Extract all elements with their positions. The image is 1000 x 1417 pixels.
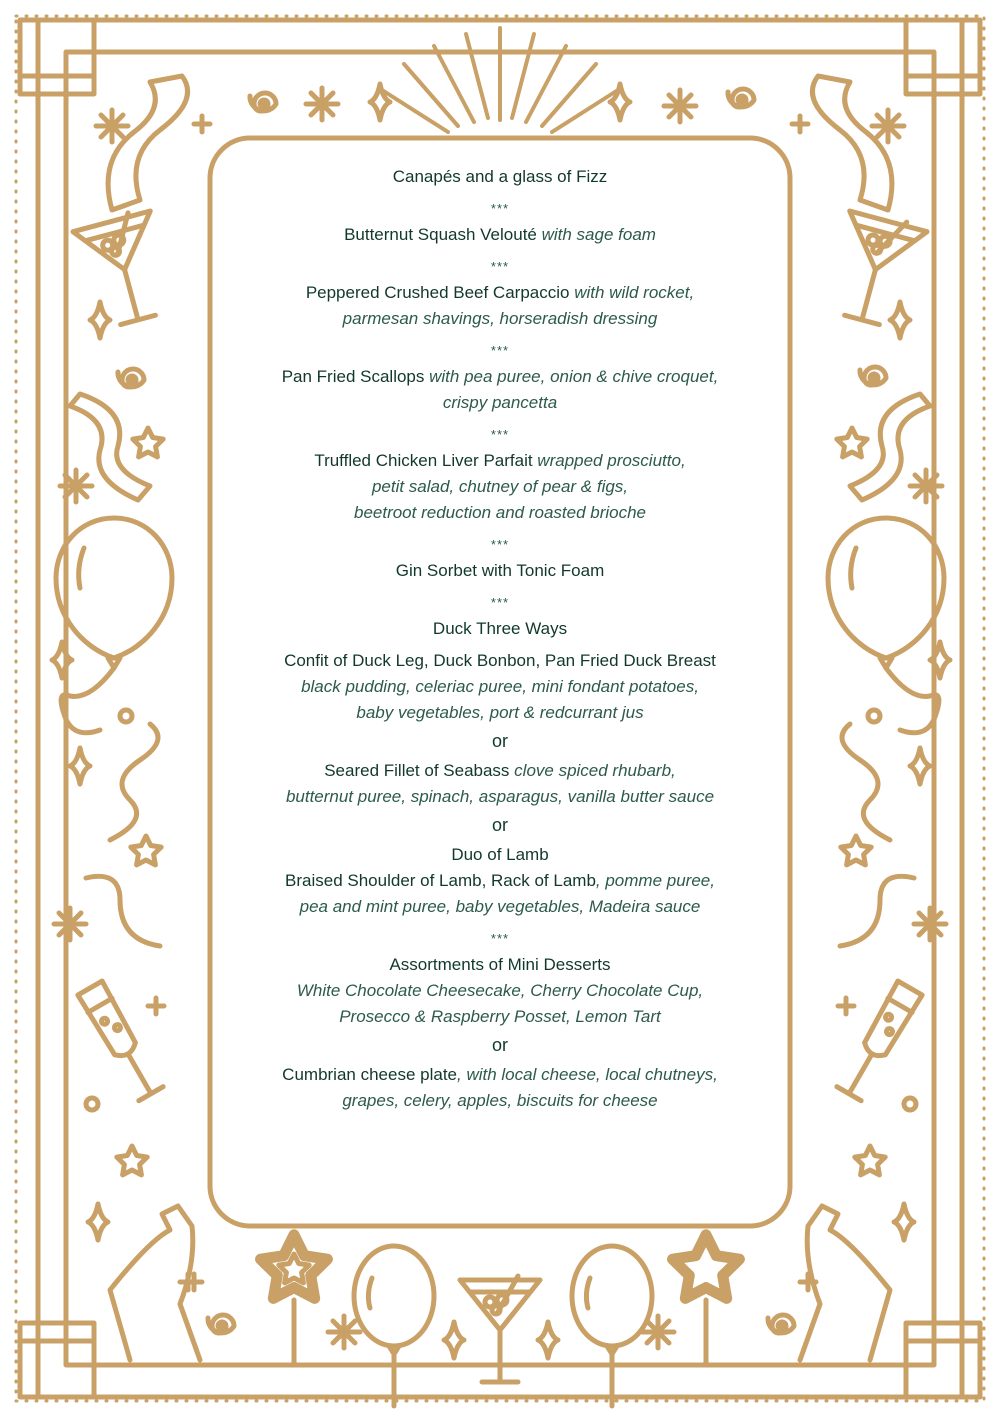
seabass-desc-2: butternut puree, spinach, asparagus, vanilla butter sauce [285,787,715,806]
canapes-heading: Canapés and a glass of Fizz [392,167,608,186]
carpaccio-desc: with wild rocket, [569,283,695,302]
separator: *** [490,427,510,442]
separator: *** [490,201,510,216]
cheese-title: Cumbrian cheese plate [282,1065,457,1084]
lamb-title: Braised Shoulder of Lamb, Rack of Lamb [285,871,596,890]
course-cheese [210,1062,790,1088]
lamb-heading: Duo of Lamb [451,845,549,864]
course-soup [210,222,790,248]
separator: *** [490,343,510,358]
or-divider: or [491,815,508,835]
parfait-title: Truffled Chicken Liver Parfait [314,451,533,470]
parfait-desc: wrapped prosciutto, [532,451,686,470]
cheese-desc-2: grapes, celery, apples, biscuits for cheese [342,1091,658,1110]
seabass-title: Seared Fillet of Seabass [324,761,510,780]
lamb-desc: , pomme puree, [595,871,715,890]
separator: *** [490,595,510,610]
cheese-desc: , with local cheese, local chutneys, [457,1065,718,1084]
separator: *** [490,259,510,274]
duck-desc: black pudding, celeriac puree, mini fondant potatoes, [301,677,699,696]
carpaccio-desc-2: parmesan shavings, horseradish dressing [342,309,658,328]
scallops-title: Pan Fried Scallops [281,367,425,386]
seabass-desc: clove spiced rhubarb, [509,761,676,780]
duck-heading: Duck Three Ways [432,619,568,638]
parfait-desc-3: beetroot reduction and roasted brioche [353,503,647,522]
or-divider: or [491,1035,508,1055]
or-divider: or [491,731,508,751]
carpaccio-title: Peppered Crushed Beef Carpaccio [305,283,570,302]
desserts-title: Assortments of Mini Desserts [389,955,611,974]
course-carpaccio [210,280,790,306]
soup-desc: with sage foam [536,225,656,244]
sorbet-title: Gin Sorbet with Tonic Foam [395,561,605,580]
course-lamb [210,868,790,894]
duck-title: Confit of Duck Leg, Duck Bonbon, Pan Fried Duck Breast [284,651,716,670]
separator: *** [490,931,510,946]
soup-title: Butternut Squash Velouté [344,225,537,244]
menu-card [210,138,790,1226]
scallops-desc: with pea puree, onion & chive croquet, [424,367,719,386]
lamb-desc-2: pea and mint puree, baby vegetables, Madeira sauce [299,897,701,916]
menu-content [210,164,790,1114]
course-parfait [210,448,790,474]
course-seabass [210,758,790,784]
separator: *** [490,537,510,552]
course-scallops [210,364,790,390]
desserts-desc: White Chocolate Cheesecake, Cherry Chocolate Cup, [296,981,704,1000]
parfait-desc-2: petit salad, chutney of pear & figs, [371,477,629,496]
duck-desc-2: baby vegetables, port & redcurrant jus [356,703,644,722]
scallops-desc-2: crispy pancetta [442,393,558,412]
desserts-desc-2: Prosecco & Raspberry Posset, Lemon Tart [339,1007,661,1026]
